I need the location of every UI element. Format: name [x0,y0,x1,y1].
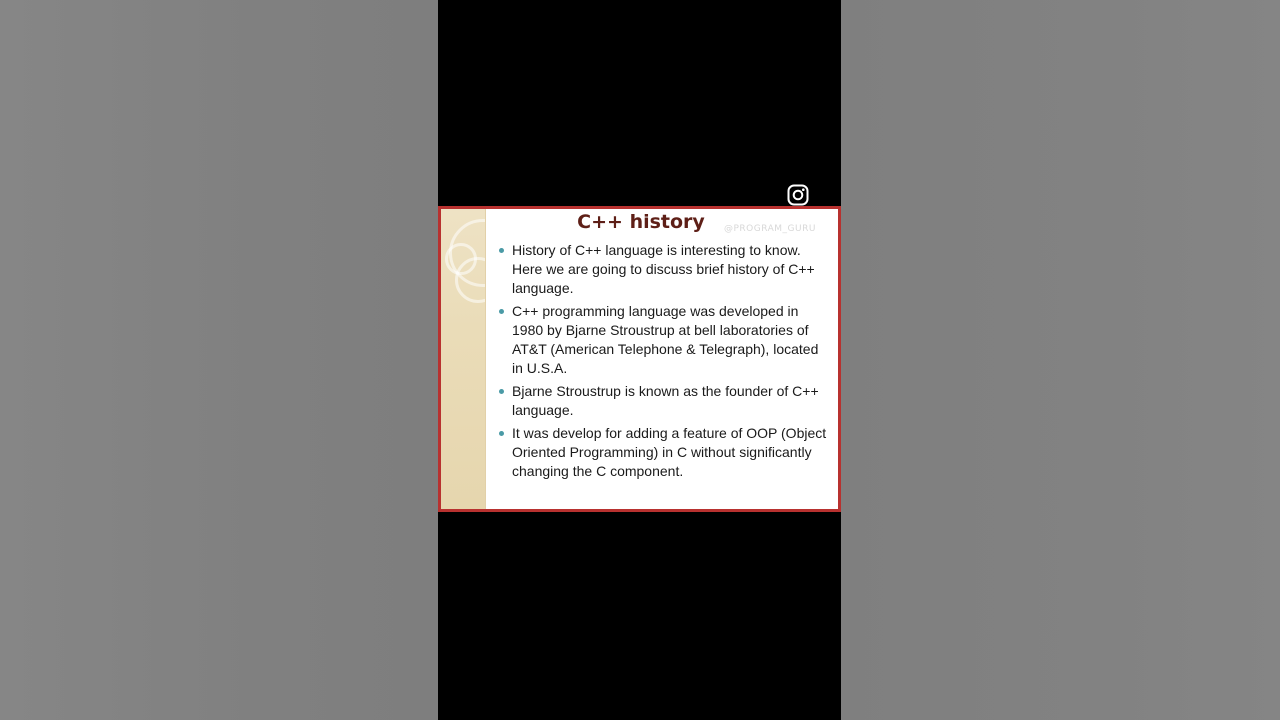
bullet-dot-icon [499,431,504,436]
bullet-dot-icon [499,389,504,394]
bullet-item [497,382,831,420]
bullet-item [497,241,831,298]
bullet-text: History of C++ language is interesting to know. Here we are going to discuss brief history of C++ language. [512,242,815,296]
blurred-background-right [841,0,1280,720]
watermark: @PROGRAM_GURU [724,224,816,234]
instagram-icon[interactable] [787,184,809,206]
bullet-item [497,302,831,378]
bullet-text: It was develop for adding a feature of OOP (Object Oriented Programming) in C without significantly changing the C component. [512,425,827,479]
bullet-dot-icon [499,248,504,253]
video-frame[interactable] [438,0,841,720]
slide-decorative-sidebar [441,209,486,509]
slide [438,206,841,512]
bullet-item [497,424,831,481]
bullet-dot-icon [499,309,504,314]
slide-title: C++ history [577,211,705,233]
blurred-background-left [0,0,438,720]
bullet-list [497,241,831,485]
bullet-text: C++ programming language was developed in 1980 by Bjarne Stroustrup at bell laboratories of AT&T (American Telephone & Telegraph), located in U.S.A. [512,303,819,376]
bullet-text: Bjarne Stroustrup is known as the founder of C++ language. [512,383,819,418]
